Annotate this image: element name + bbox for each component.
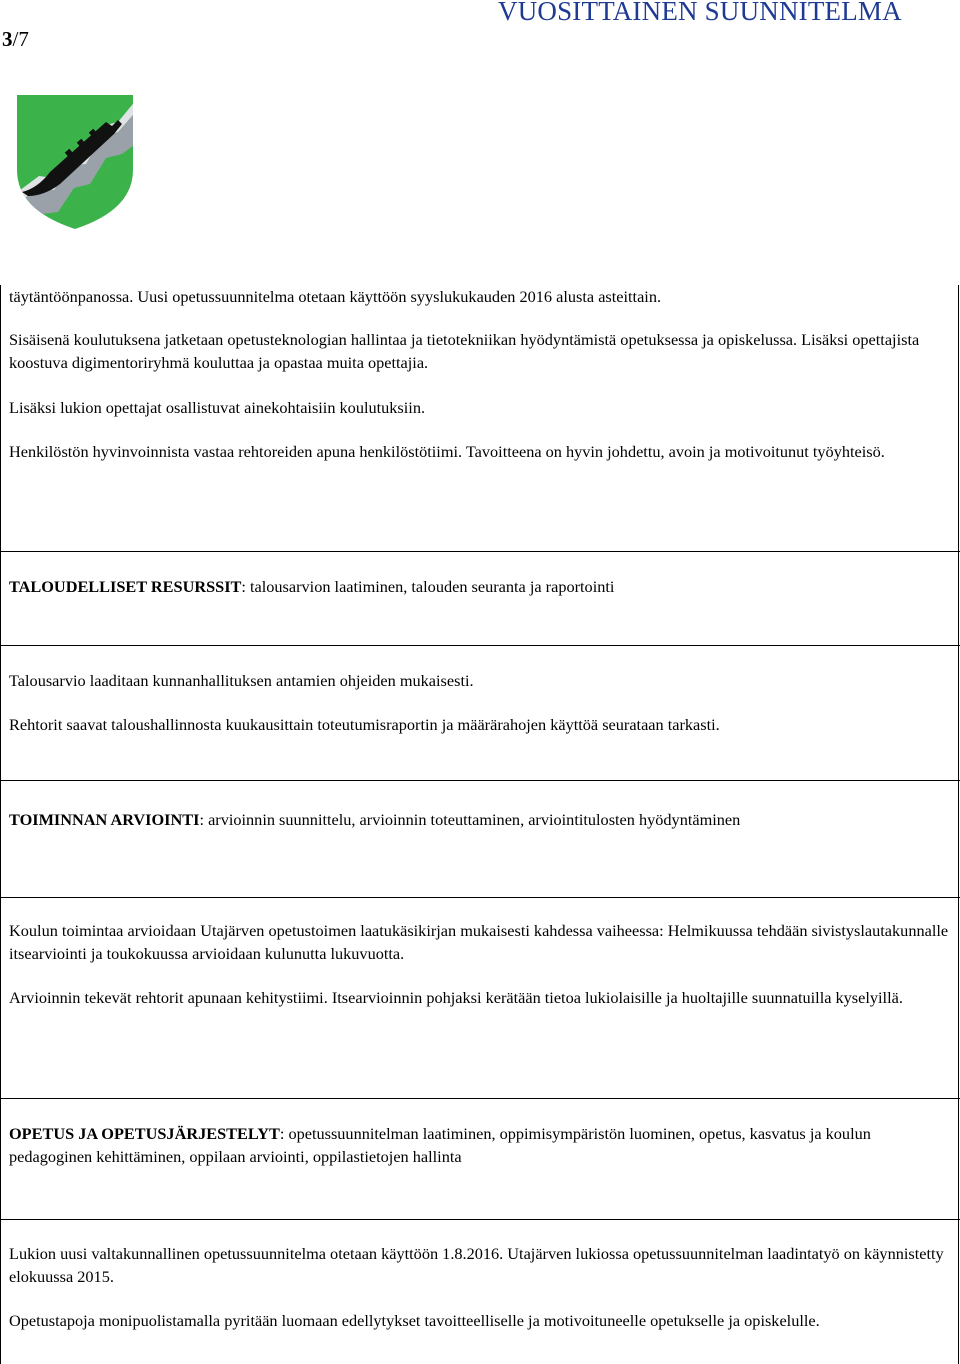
opetus-paragraph-1: Lukion uusi valtakunnallinen opetussuunnitelma otetaan käyttöön 1.8.2016. Utajärven lukiossa opetussuunnitelman laadintatyö on käynnistetty elokuussa 2015. <box>9 1244 944 1286</box>
section-heading-opetus <box>9 1123 954 1168</box>
intro-paragraph-4: Henkilöstön hyvinvoinnista vastaa rehtoreiden apuna henkilöstötiimi. Tavoitteena on hyvin johdettu, avoin ja motivoitunut työyhteisö. <box>9 442 885 461</box>
page-number-total: /7 <box>12 27 29 51</box>
section-heading-arviointi <box>9 809 954 832</box>
page-number <box>2 27 29 52</box>
divider <box>0 780 960 781</box>
section-heading-talous <box>9 576 954 599</box>
arviointi-paragraph-1: Koulun toimintaa arvioidaan Utajärven opetustoimen laatukäsikirjan mukaisesti kahdessa vaiheessa: Helmikuussa tehdään sivistyslautakunnalle itsearviointi ja toukokuussa arvioidaan kulunutta lukuvuotta. <box>9 921 949 963</box>
opetus-paragraph-2: Opetustapoja monipuolistamalla pyritään luomaan edellytykset tavoitteelliselle ja motivoituneelle opetukselle ja opiskelulle. <box>9 1311 820 1330</box>
heading-description: : arvioinnin suunnittelu, arvioinnin toteuttaminen, arviointitulosten hyödyntäminen <box>199 810 741 829</box>
document-title: VUOSITTAINEN SUUNNITELMA <box>498 0 902 26</box>
divider <box>0 1219 960 1220</box>
heading-description: : opetussuunnitelman laatiminen, oppimisympäristön luominen, opetus, kasvatus ja koulun pedagoginen kehittäminen, oppilaan arviointi, oppilastietojen hallinta <box>9 1124 871 1166</box>
heading-label: TALOUDELLISET RESURSSIT <box>9 577 242 596</box>
page-number-current: 3 <box>2 27 13 51</box>
intro-paragraph-3: Lisäksi lukion opettajat osallistuvat ainekohtaisiin koulutuksiin. <box>9 398 426 417</box>
divider <box>0 645 960 646</box>
heading-label: TOIMINNAN ARVIOINTI <box>9 810 200 829</box>
divider <box>0 1098 960 1099</box>
intro-paragraph-2: Sisäisenä koulutuksena jatketaan opetusteknologian hallintaa ja tietotekniikan hyödyntämistä opetuksessa ja opiskelussa. Lisäksi opettajista koostuva digimentoriryhmä kouluttaa ja opastaa muita opettajia. <box>9 330 920 372</box>
divider <box>0 897 960 898</box>
talous-paragraph-1: Talousarvio laaditaan kunnanhallituksen antamien ohjeiden mukaisesti. <box>9 671 474 690</box>
coat-of-arms-icon <box>14 92 136 232</box>
divider <box>0 551 960 552</box>
heading-description: : talousarvion laatiminen, talouden seuranta ja raportointi <box>241 577 615 596</box>
talous-paragraph-2: Rehtorit saavat taloushallinnosta kuukausittain toteutumisraportin ja määrärahojen käyttöä seurataan tarkasti. <box>9 715 720 734</box>
intro-paragraph-1: täytäntöönpanossa. Uusi opetussuunnitelma otetaan käyttöön syyslukukauden 2016 alusta asteittain. <box>9 287 662 306</box>
arviointi-paragraph-2: Arvioinnin tekevät rehtorit apunaan kehitystiimi. Itsearvioinnin pohjaksi kerätään tietoa lukiolaisille ja huoltajille suunnatuilla kyselyillä. <box>9 988 903 1007</box>
heading-label: OPETUS JA OPETUSJÄRJESTELYT <box>9 1124 280 1143</box>
